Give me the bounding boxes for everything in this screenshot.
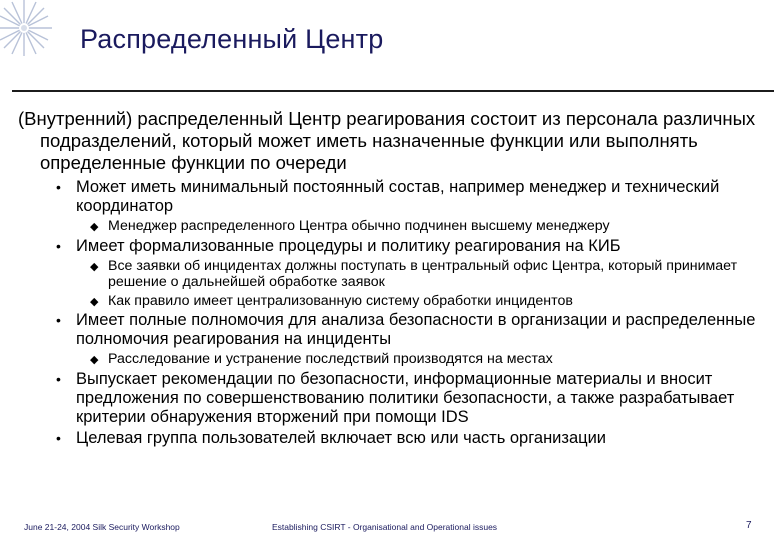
bullet-dot-icon: • xyxy=(56,179,61,195)
sub-bullet-text: Расследование и устранение последствий производятся на местах xyxy=(108,351,553,367)
diamond-bullet-icon: ◆ xyxy=(90,354,99,366)
bullet-dot-icon: • xyxy=(56,312,61,328)
bullet-text: Имеет полные полномочия для анализа безопасности в организации и распределенные полномочия реагирования на инциденты xyxy=(76,311,756,348)
sub-bullet-text: Менеджер распределенного Центра обычно подчинен высшему менеджеру xyxy=(108,218,610,234)
footer-topic: Establishing CSIRT - Organisational and Operational issues xyxy=(272,522,498,532)
bullet-dot-icon: • xyxy=(56,429,61,446)
sub-bullet-item xyxy=(18,293,770,310)
bullet-text: Выпускает рекомендации по безопасности, информационные материалы и вносит предложения по совершенствованию политики безопасности, а также разрабатывает критерии обнаружения вторжений при помощи IDS xyxy=(76,369,735,426)
sub-bullet-text: Как правило имеет централизованную систему обработки инцидентов xyxy=(108,292,573,309)
diamond-bullet-icon: ◆ xyxy=(90,295,99,308)
star-burst-icon xyxy=(0,0,60,60)
bullet-dot-icon: • xyxy=(56,370,61,387)
intro-paragraph: (Внутренний) распределенный Центр реагирования состоит из персонала различных подразделений, который может иметь назначенные функции или выполнять определенные функции по очереди xyxy=(18,108,756,173)
diamond-bullet-icon: ◆ xyxy=(90,221,99,233)
footer-event: June 21-24, 2004 Silk Security Workshop xyxy=(24,522,180,532)
slide-body xyxy=(18,108,770,450)
bullet-dot-icon: • xyxy=(56,237,61,254)
slide-title: Распределенный Центр xyxy=(80,24,384,54)
bullet-item xyxy=(18,237,770,256)
page-number: 7 xyxy=(746,520,752,531)
bullet-text: Имеет формализованные процедуры и политику реагирования на КИБ xyxy=(76,236,621,255)
bullet-item xyxy=(18,178,770,216)
bullet-text: Целевая группа пользователей включает всю или часть организации xyxy=(76,428,607,447)
diamond-bullet-icon: ◆ xyxy=(90,260,99,273)
bullet-item xyxy=(18,370,770,427)
bullet-text: Может иметь минимальный постоянный состав, например менеджер и технический координатор xyxy=(76,178,720,215)
sub-bullet-item xyxy=(18,258,770,291)
sub-bullet-text: Все заявки об инцидентах должны поступать в центральный офис Центра, который принимает решение о дальнейшей обработке заявок xyxy=(108,257,738,290)
title-divider xyxy=(12,90,774,92)
sub-bullet-item xyxy=(18,218,770,235)
sub-bullet-item xyxy=(18,351,770,368)
bullet-item xyxy=(18,429,770,448)
bullet-item xyxy=(18,311,770,349)
